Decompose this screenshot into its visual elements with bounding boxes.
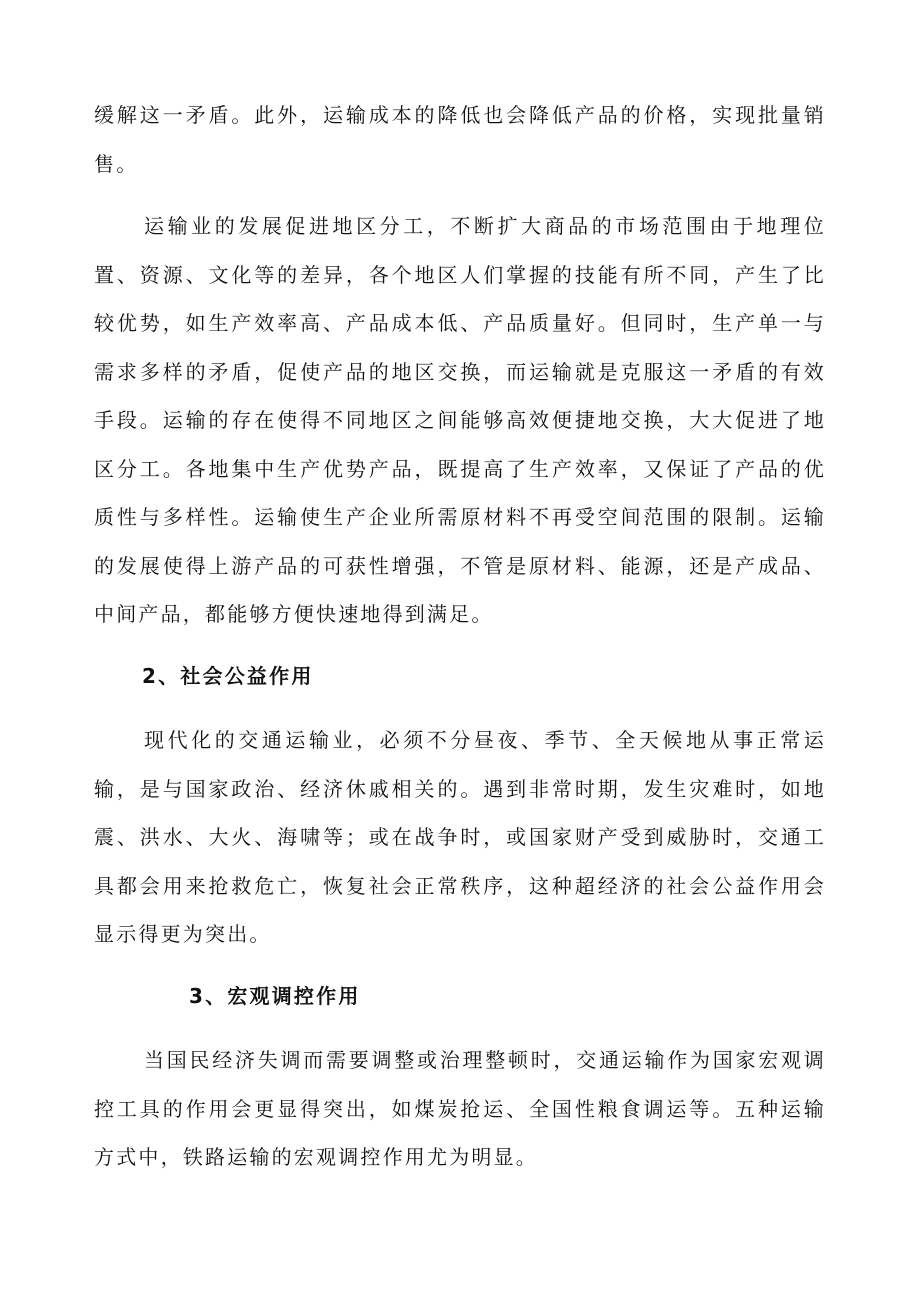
paragraph-social-welfare: 现代化的交通运输业，必须不分昼夜、季节、全天候地从事正常运输，是与国家政治、经济休戚相关的。遇到非常时期，发生灾难时，如地震、洪水、大火、海啸等；或在战争时，或国家财产受到威胁时，交通工具都会用来抢救危亡，恢复社会正常秩序，这种超经济的社会公益作用会显示得更为突出。 bbox=[94, 728, 826, 946]
paragraph-cost-reduction: 缓解这一矛盾。此外，运输成本的降低也会降低产品的价格，实现批量销售。 bbox=[94, 103, 826, 176]
heading-macro-control: 3、宏观调控作用 bbox=[189, 983, 361, 1008]
paragraph-macro-control: 当国民经济失调而需要调整或治理整顿时，交通运输作为国家宏观调控工具的作用会更显得突出，如煤炭抢运、全国性粮食调运等。五种运输方式中，铁路运输的宏观调控作用尤为明显。 bbox=[94, 1048, 826, 1169]
heading-social-welfare: 2、社会公益作用 bbox=[142, 663, 314, 688]
paragraph-regional-division: 运输业的发展促进地区分工，不断扩大商品的市场范围由于地理位置、资源、文化等的差异，各个地区人们掌握的技能有所不同，产生了比较优势，如生产效率高、产品成本低、产品质量好。但同时，生产单一与需求多样的矛盾，促使产品的地区交换，而运输就是克服这一矛盾的有效手段。运输的存在使得不同地区之间能够高效便捷地交换，大大促进了地区分工。各地集中生产优势产品，既提高了生产效率，又保证了产品的优质性与多样性。运输使生产企业所需原材料不再受空间范围的限制。运输的发展使得上游产品的可获性增强，不管是原材料、能源，还是产成品、中间产品，都能够方便快速地得到满足。 bbox=[94, 214, 826, 626]
